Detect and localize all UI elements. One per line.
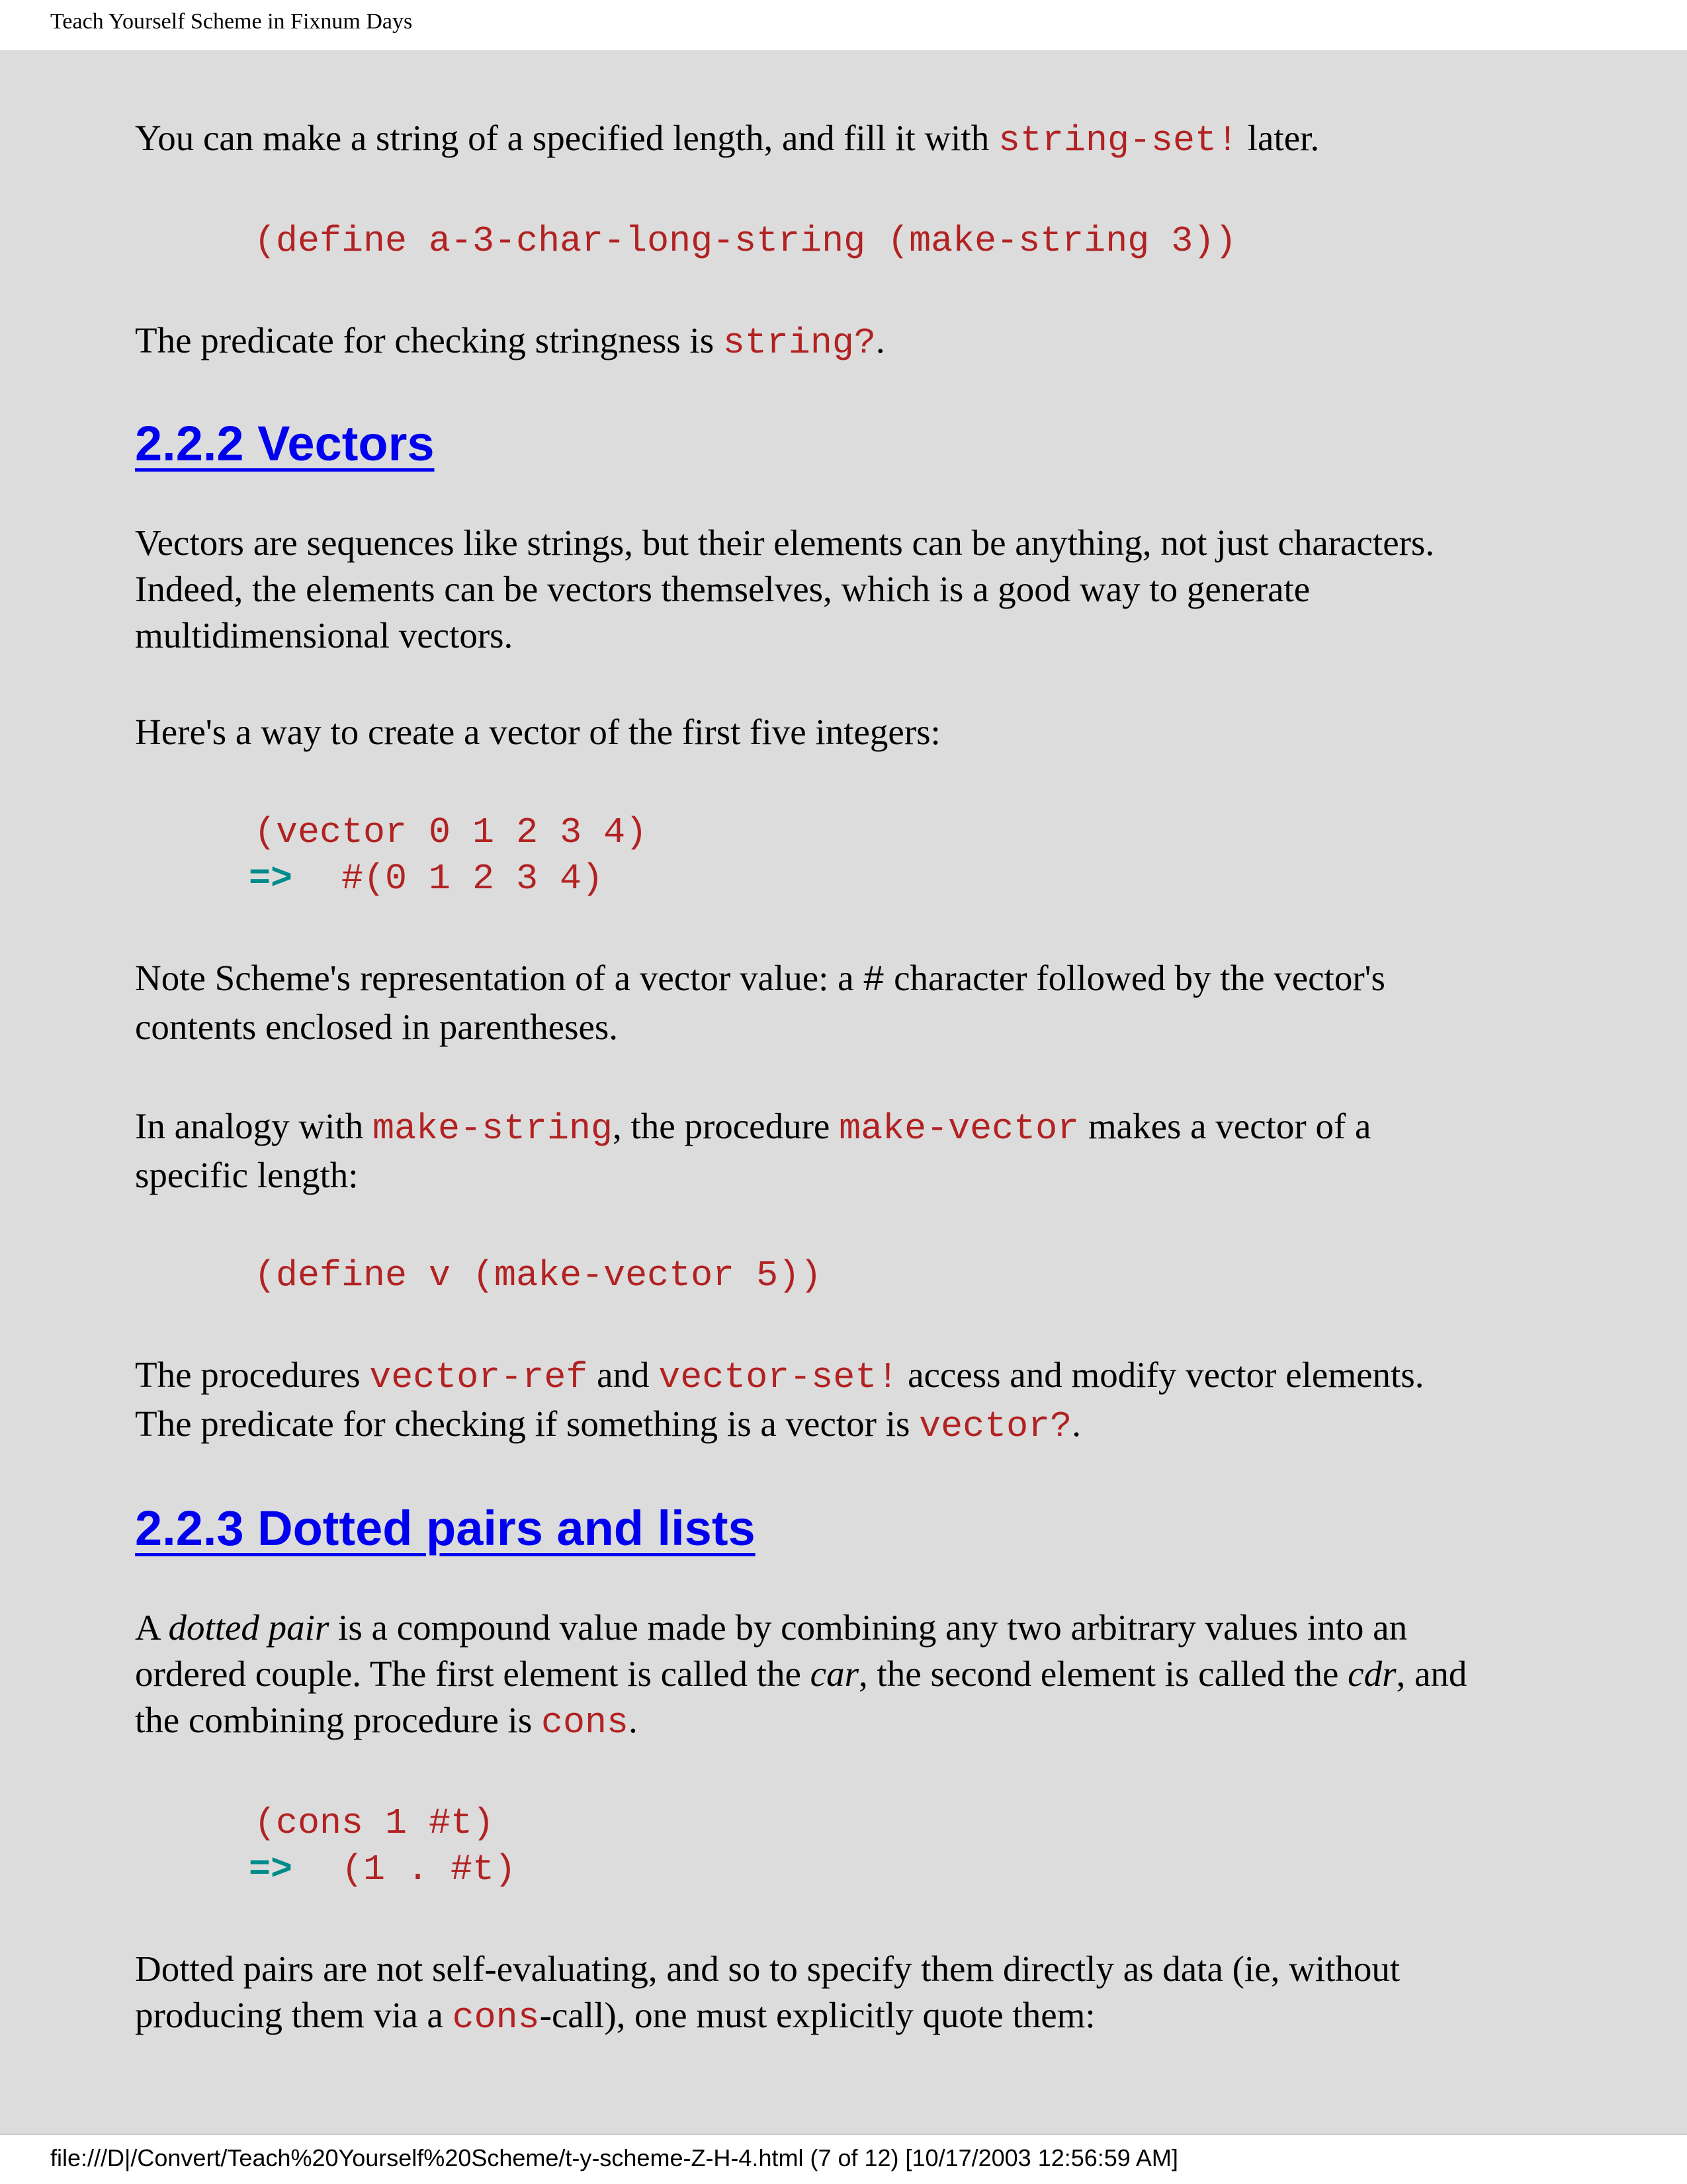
text-line: contents enclosed in parentheses.: [135, 1007, 619, 1047]
page-footer: [0, 2134, 1687, 2184]
code-block-vector: [135, 810, 1564, 902]
paragraph-vector-ref: [135, 1352, 1564, 1450]
text: The predicate for checking stringness is: [135, 320, 723, 360]
code-string-predicate: string?: [722, 322, 876, 364]
code-result: (1 . #t): [341, 1849, 517, 1890]
text-line: specific length:: [135, 1155, 359, 1195]
paragraph-vector-representation: [135, 955, 1564, 1050]
text: A: [135, 1607, 169, 1648]
footer-url: file:///D|/Convert/Teach%20Yourself%20Scheme/t-y-scheme-Z-H-4.html (7 of 12) [10/17/2003 12:56:59 AM]: [50, 2144, 1178, 2171]
text: Note Scheme's representation of a vector value: a: [135, 958, 863, 998]
term-dotted-pair: dotted pair: [168, 1607, 329, 1648]
code-string-set: string-set!: [998, 120, 1239, 161]
paragraph-dotted-pair: [135, 1605, 1564, 1746]
header-title: Teach Yourself Scheme in Fixnum Days: [50, 9, 413, 34]
text: , the procedure: [613, 1106, 840, 1146]
text: later.: [1238, 118, 1320, 158]
text-line: Vectors are sequences like strings, but their elements can be anything, not just characters.: [135, 523, 1435, 563]
document-body: [135, 106, 1564, 2041]
code-line: (define v (make-vector 5)): [254, 1255, 822, 1296]
text: makes a vector of a: [1079, 1106, 1371, 1146]
paragraph-dotted-pair-quote: [135, 1946, 1564, 2041]
heading-vectors[interactable]: 2.2.2 Vectors: [135, 416, 435, 471]
code-block-define-v: [135, 1253, 1564, 1299]
text: .: [628, 1700, 638, 1740]
text: -call), one must explicitly quote them:: [539, 1995, 1096, 2035]
text: .: [875, 320, 885, 360]
text-line: Indeed, the elements can be vectors themselves, which is a good way to generate: [135, 569, 1311, 609]
text: The predicate for checking if something is a vector is: [135, 1404, 920, 1444]
hash-char: #: [863, 960, 885, 1001]
text: The procedures: [135, 1355, 370, 1395]
paragraph-vectors-intro: [135, 520, 1564, 659]
term-car: car: [810, 1654, 859, 1694]
text-line: Dotted pairs are not self-evaluating, and so to specify them directly as data (ie, without: [135, 1949, 1401, 1989]
code-make-string: make-string: [372, 1108, 613, 1150]
page-header: [0, 0, 1687, 50]
code-line: (vector 0 1 2 3 4): [254, 812, 648, 853]
text: You can make a string of a specified length, and fill it with: [135, 118, 998, 158]
paragraph-create-vector: Here's a way to create a vector of the first five integers:: [135, 712, 941, 752]
code-result-line: [135, 856, 1564, 902]
text: character followed by the vector's: [885, 958, 1385, 998]
code-cons: cons: [541, 1702, 629, 1743]
paragraph-string-predicate: [135, 317, 1564, 366]
text: , the second element is called the: [859, 1654, 1348, 1694]
code-cons-call: cons: [452, 1997, 540, 2038]
code-block-cons: [135, 1800, 1564, 1893]
text: , and: [1396, 1654, 1467, 1694]
code-vector-set: vector-set!: [658, 1357, 899, 1398]
text: In analogy with: [135, 1106, 372, 1146]
evaluates-to-arrow: =>: [249, 858, 293, 900]
code-vector-predicate: vector?: [919, 1406, 1072, 1447]
text: and: [587, 1355, 659, 1395]
code-block-make-string: [135, 218, 1564, 265]
term-cdr: cdr: [1348, 1654, 1397, 1694]
code-vector-ref: vector-ref: [369, 1357, 588, 1398]
text-line: multidimensional vectors.: [135, 615, 513, 655]
text: .: [1072, 1404, 1081, 1444]
text: access and modify vector elements.: [898, 1355, 1424, 1395]
evaluates-to-arrow: =>: [249, 1849, 293, 1890]
code-result: #(0 1 2 3 4): [341, 858, 604, 900]
code-result-line: [135, 1847, 1564, 1893]
code-line: (define a-3-char-long-string (make-string 3)): [254, 220, 1237, 262]
text: the combining procedure is: [135, 1700, 541, 1740]
paragraph-make-string: [135, 115, 1564, 164]
text: ordered couple. The first element is called the: [135, 1654, 810, 1694]
paragraph-make-vector: [135, 1103, 1564, 1198]
text: is a compound value made by combining any two arbitrary values into an: [329, 1607, 1408, 1648]
text: producing them via a: [135, 1995, 453, 2035]
heading-dotted-pairs[interactable]: 2.2.3 Dotted pairs and lists: [135, 1501, 756, 1556]
code-line: (cons 1 #t): [254, 1802, 495, 1844]
code-make-vector: make-vector: [839, 1108, 1080, 1150]
